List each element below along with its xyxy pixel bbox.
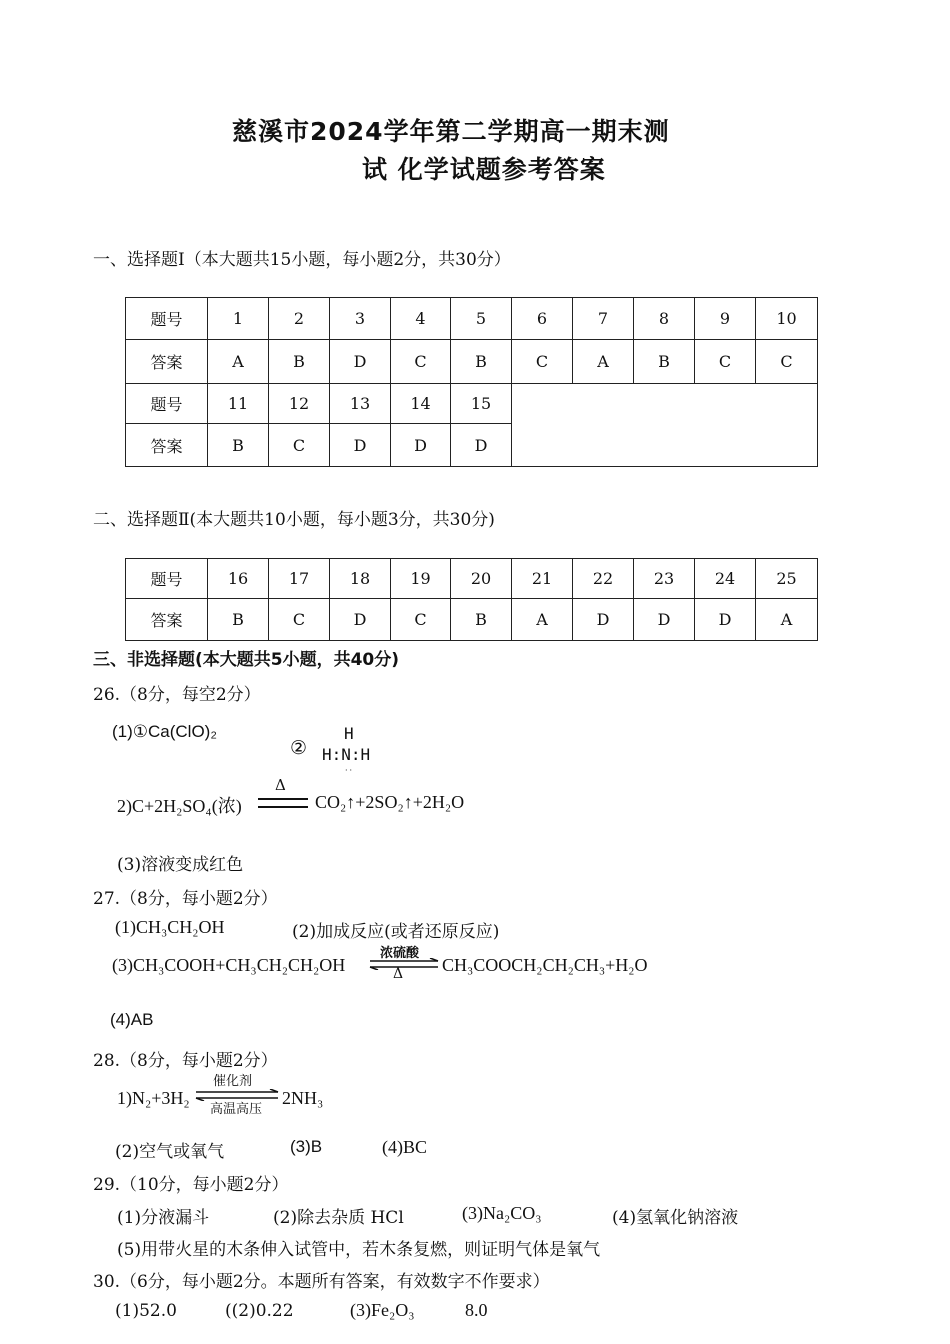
section-1-heading: 一、选择题Ⅰ（本大题共15小题，每小题2分，共30分） <box>93 250 511 270</box>
answer-cell: D <box>451 424 512 467</box>
lone-pair-dots: ·· <box>345 766 355 775</box>
q30-answer-1: (1)52.0 <box>115 1301 177 1321</box>
answer-cell: A <box>756 599 818 641</box>
q28-header: 28.（8分，每小题2分） <box>93 1051 278 1071</box>
answer-cell: B <box>208 424 269 467</box>
question-number: 18 <box>330 559 391 599</box>
q26-answer-1: (1)①Ca(ClO)₂ <box>112 722 217 741</box>
row-label-question: 题号 <box>126 384 208 424</box>
answer-cell: C <box>269 424 330 467</box>
section-2-heading: 二、选择题Ⅱ(本大题共10小题，每小题3分，共30分) <box>93 510 495 530</box>
q27-equation-left: (3)CH₃COOH+CH₃CH₂CH₂OH <box>112 955 346 975</box>
q28-equation-left: 1)N₂+3H₂ <box>117 1088 190 1108</box>
q29-answer-1: (1)分液漏斗 <box>117 1208 210 1228</box>
answer-cell: B <box>208 599 269 641</box>
row-label-answer: 答案 <box>126 599 208 641</box>
question-number: 24 <box>695 559 756 599</box>
q29-answer-5: (5)用带火星的木条伸入试管中，若木条复燃，则证明气体是氧气 <box>117 1240 601 1260</box>
answer-cell: A <box>208 340 269 384</box>
q30-answer-2: ((2)0.22 <box>225 1301 294 1321</box>
answer-cell: A <box>573 340 634 384</box>
q26-answer-3: (3)溶液变成红色 <box>117 855 244 875</box>
question-number: 19 <box>391 559 451 599</box>
answer-cell: D <box>634 599 695 641</box>
q27-answer-4: (4)AB <box>110 1010 154 1029</box>
answer-cell: C <box>391 599 451 641</box>
table-row <box>126 340 818 384</box>
question-number: 20 <box>451 559 512 599</box>
table-row <box>126 298 818 340</box>
question-number: 23 <box>634 559 695 599</box>
q28-condition-top: 催化剂 <box>213 1074 253 1089</box>
q26-equation-right: CO₂↑+2SO₂↑+2H₂O <box>315 792 465 812</box>
row-label-answer: 答案 <box>126 340 208 384</box>
q28-condition-bottom: 高温高压 <box>210 1102 263 1117</box>
row-label-question: 题号 <box>126 559 208 599</box>
q26-equation-left: 2)C+2H₂SO₄(浓) <box>117 796 242 816</box>
q30-header: 30.（6分，每小题2分。本题所有答案，有效数字不作要求） <box>93 1272 550 1292</box>
q30-answer-3: (3)Fe₂O₃ <box>350 1300 415 1320</box>
question-number: 6 <box>512 298 573 340</box>
q27-condition-top: 浓硫酸 <box>380 946 420 961</box>
q28-equation-right: 2NH₃ <box>282 1088 324 1108</box>
question-number: 4 <box>391 298 451 340</box>
question-number: 15 <box>451 384 512 424</box>
q29-answer-3: (3)Na₂CO₃ <box>462 1203 542 1223</box>
title-line-1: 慈溪市2024学年第二学期高一期末测 <box>232 117 670 146</box>
q26-answer-1b-marker: ② <box>290 738 308 759</box>
question-number: 9 <box>695 298 756 340</box>
empty-cell <box>512 384 818 467</box>
q26-condition: Δ <box>275 776 286 794</box>
section-1-answer-table <box>125 297 818 467</box>
q27-condition-bottom: Δ <box>393 966 404 982</box>
table-row <box>126 599 818 641</box>
question-number: 3 <box>330 298 391 340</box>
question-number: 14 <box>391 384 451 424</box>
question-number: 21 <box>512 559 573 599</box>
answer-cell: B <box>269 340 330 384</box>
title-line-2: 试 化学试题参考答案 <box>362 155 606 184</box>
question-number: 8 <box>634 298 695 340</box>
answer-cell: C <box>269 599 330 641</box>
q27-answer-1: (1)CH₃CH₂OH <box>115 917 225 937</box>
question-number: 2 <box>269 298 330 340</box>
question-number: 5 <box>451 298 512 340</box>
question-number: 22 <box>573 559 634 599</box>
answer-cell: C <box>695 340 756 384</box>
q26-header: 26.（8分，每空2分） <box>93 685 261 705</box>
section-2-answer-table <box>125 558 818 641</box>
answer-cell: D <box>573 599 634 641</box>
table-row <box>126 384 818 424</box>
electron-formula-main: H:N:H <box>322 745 371 764</box>
section-3-heading: 三、非选择题(本大题共5小题，共40分) <box>93 650 400 670</box>
q29-answer-2: (2)除去杂质 HCl <box>273 1208 404 1228</box>
answer-cell: D <box>330 599 391 641</box>
answer-cell: C <box>756 340 818 384</box>
answer-cell: C <box>512 340 573 384</box>
question-number: 7 <box>573 298 634 340</box>
question-number: 25 <box>756 559 818 599</box>
q28-answer-2: (2)空气或氧气 <box>115 1142 225 1162</box>
electron-formula-h-top: H <box>344 724 354 743</box>
q28-answer-4: (4)BC <box>382 1137 427 1157</box>
q27-answer-2: (2)加成反应(或者还原反应) <box>292 922 500 942</box>
reversible-arrow-icon <box>368 958 440 970</box>
question-number: 16 <box>208 559 269 599</box>
answer-cell: B <box>451 340 512 384</box>
answer-cell: D <box>391 424 451 467</box>
question-number: 1 <box>208 298 269 340</box>
q27-equation-right: CH₃COOCH₂CH₂CH₃+H₂O <box>442 955 648 975</box>
q29-header: 29.（10分，每小题2分） <box>93 1175 289 1195</box>
question-number: 10 <box>756 298 818 340</box>
row-label-question: 题号 <box>126 298 208 340</box>
question-number: 13 <box>330 384 391 424</box>
answer-cell: D <box>330 340 391 384</box>
row-label-answer: 答案 <box>126 424 208 467</box>
question-number: 17 <box>269 559 330 599</box>
question-number: 11 <box>208 384 269 424</box>
q29-answer-4: (4)氢氧化钠溶液 <box>612 1208 739 1228</box>
table-row <box>126 559 818 599</box>
answer-cell: A <box>512 599 573 641</box>
answer-cell: D <box>330 424 391 467</box>
q27-header: 27.（8分，每小题2分） <box>93 889 278 909</box>
answer-cell: B <box>634 340 695 384</box>
answer-cell: D <box>695 599 756 641</box>
answer-cell: B <box>451 599 512 641</box>
question-number: 12 <box>269 384 330 424</box>
q28-answer-3: (3)B <box>290 1137 323 1156</box>
answer-cell: C <box>391 340 451 384</box>
q30-answer-4: 8.0 <box>465 1300 488 1320</box>
double-equals-sign <box>258 798 308 808</box>
